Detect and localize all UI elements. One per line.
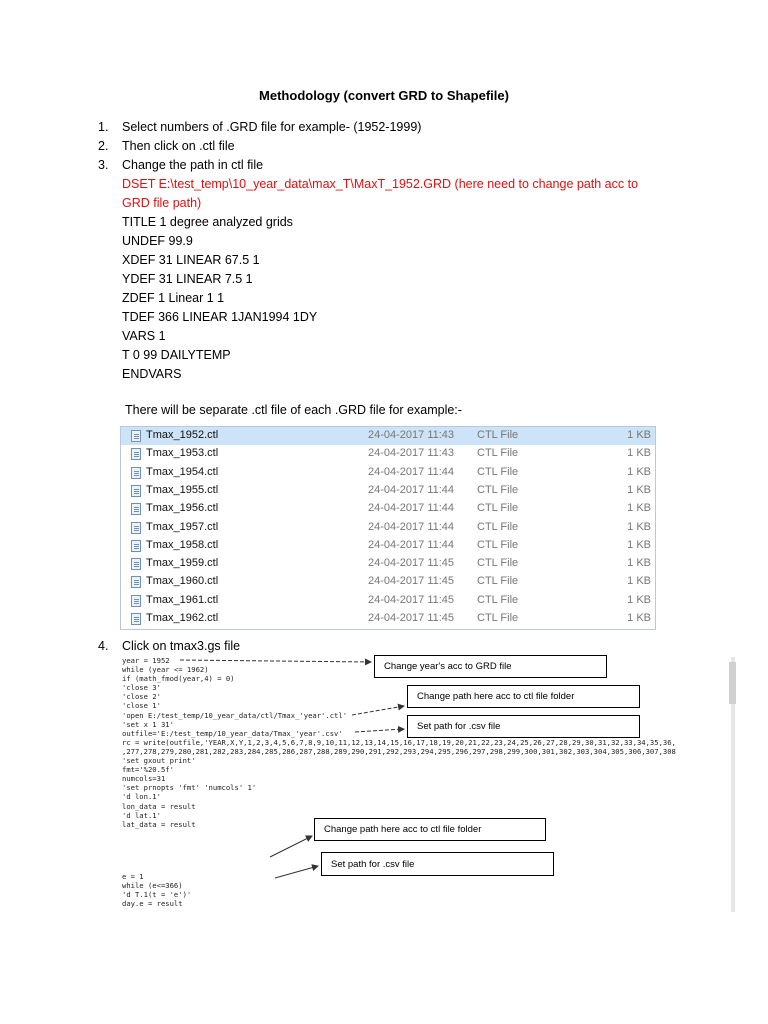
callout-change-year: Change year's acc to GRD file — [374, 655, 607, 678]
step-number: 4. — [98, 639, 109, 653]
callout-change-ctl-path-2: Change path here acc to ctl file folder — [314, 818, 546, 841]
file-name: Tmax_1952.ctl — [146, 429, 219, 441]
file-size: 1 KB — [627, 429, 651, 441]
file-name: Tmax_1960.ctl — [146, 575, 219, 588]
file-date: 24-04-2017 11:45 — [368, 575, 455, 588]
file-date: 24-04-2017 11:43 — [368, 447, 455, 460]
file-type: CTL File — [477, 612, 519, 624]
file-name: Tmax_1961.ctl — [146, 593, 219, 606]
file-size: 1 KB — [627, 520, 651, 533]
separate-ctl-note: There will be separate .ctl file of each .GRD file for example:- — [125, 403, 462, 417]
file-size: 1 KB — [627, 483, 651, 496]
gs-script-code-loop: e = 1 while (e<=366) 'd T.1(t = 'e')' day.e = result — [122, 872, 192, 909]
arrow-year — [180, 660, 371, 662]
file-name: Tmax_1955.ctl — [146, 483, 219, 496]
file-type: CTL File — [477, 465, 519, 478]
ctl-line: T 0 99 DAILYTEMP — [122, 348, 231, 362]
step-number: 1. — [98, 120, 109, 134]
file-name: Tmax_1958.ctl — [146, 538, 219, 551]
ctl-line: XDEF 31 LINEAR 67.5 1 — [122, 253, 260, 267]
ctl-line: TDEF 366 LINEAR 1JAN1994 1DY — [122, 310, 318, 324]
ctl-line: YDEF 31 LINEAR 7.5 1 — [122, 272, 253, 286]
file-size: 1 KB — [627, 447, 651, 460]
step-text: Click on tmax3.gs file — [122, 639, 241, 653]
file-date: 24-04-2017 11:45 — [368, 557, 455, 570]
file-type: CTL File — [477, 538, 519, 551]
file-date: 24-04-2017 11:43 — [368, 429, 455, 441]
file-size: 1 KB — [627, 465, 651, 478]
arrow-ctl-path — [352, 706, 404, 715]
file-name: Tmax_1956.ctl — [146, 502, 219, 515]
file-type: CTL File — [477, 429, 519, 441]
file-size: 1 KB — [627, 538, 651, 551]
file-date: 24-04-2017 11:44 — [368, 538, 455, 551]
file-type: CTL File — [477, 502, 519, 515]
callout-set-csv-path: Set path for .csv file — [407, 715, 640, 738]
dset-line: DSET E:\test_temp\10_year_data\max_T\MaxT_1952.GRD (here need to change path acc to — [122, 177, 639, 191]
file-name: Tmax_1959.ctl — [146, 557, 219, 570]
file-type: CTL File — [477, 557, 519, 570]
file-date: 24-04-2017 11:45 — [368, 612, 455, 624]
callout-change-ctl-path: Change path here acc to ctl file folder — [407, 685, 640, 708]
ctl-line: ZDEF 1 Linear 1 1 — [122, 291, 225, 305]
file-date: 24-04-2017 11:45 — [368, 593, 455, 606]
step-text: Then click on .ctl file — [122, 139, 235, 153]
file-name: Tmax_1953.ctl — [146, 447, 219, 460]
file-type: CTL File — [477, 593, 519, 606]
arrow-csv-path — [355, 729, 404, 732]
gs-script-code: year = 1952 while (year <= 1962) if (math_fmod(year,4) = 0) 'close 3' 'close 2' 'close 1' 'open E:/test_temp/10_year_data/ctl/Tmax_'year'.ctl' 'set x 1 31' outfile='E:/test_temp/10_year_data/Tmax_'year'.csv' rc = write(outfile,'YEAR,X,Y,1,2,3,4,5,6,7,8,9,10,11,12,13,14,15,16,17,18,19,20,21,22,23,24,25,26,27,28,29,30,31,32,33,34,35,36, ,277,278,279,280,281,282,283,284,285,286,287,288,289,290,291,292,293,294,295,296,297,298,299,300,301,302,303,304,305,306,307,308 'set gxout print' fmt='%20.5f' numcols=31 'set prnopts 'fmt' 'numcols' 1' 'd lon.1' lon_data = result 'd lat.1' lat_data = result — [122, 656, 676, 829]
ctl-line: ENDVARS — [122, 367, 182, 381]
arrow-csv-path-2 — [275, 866, 318, 878]
callout-set-csv-path-2: Set path for .csv file — [321, 852, 554, 876]
file-type: CTL File — [477, 520, 519, 533]
arrow-ctl-path-2 — [270, 836, 312, 857]
file-date: 24-04-2017 11:44 — [368, 483, 455, 496]
file-type: CTL File — [477, 483, 519, 496]
file-date: 24-04-2017 11:44 — [368, 465, 455, 478]
file-size: 1 KB — [627, 502, 651, 515]
file-type: CTL File — [477, 575, 519, 588]
file-size: 1 KB — [627, 575, 651, 588]
file-type: CTL File — [477, 447, 519, 460]
file-size: 1 KB — [627, 593, 651, 606]
file-size: 1 KB — [627, 557, 651, 570]
file-name: Tmax_1954.ctl — [146, 465, 219, 478]
dset-line-continued: GRD file path) — [122, 196, 202, 210]
step-text: Select numbers of .GRD file for example- (1952-1999) — [122, 120, 422, 134]
step-number: 2. — [98, 139, 109, 153]
file-name: Tmax_1962.ctl — [146, 612, 219, 624]
page-title: Methodology (convert GRD to Shapefile) — [259, 88, 509, 103]
file-date: 24-04-2017 11:44 — [368, 502, 455, 515]
file-date: 24-04-2017 11:44 — [368, 520, 455, 533]
file-size: 1 KB — [627, 612, 651, 624]
file-name: Tmax_1957.ctl — [146, 520, 219, 533]
step-text: Change the path in ctl file — [122, 158, 264, 172]
step-number: 3. — [98, 158, 109, 172]
ctl-line: UNDEF 99.9 — [122, 234, 193, 248]
ctl-line: VARS 1 — [122, 329, 166, 343]
ctl-line: TITLE 1 degree analyzed grids — [122, 215, 293, 229]
